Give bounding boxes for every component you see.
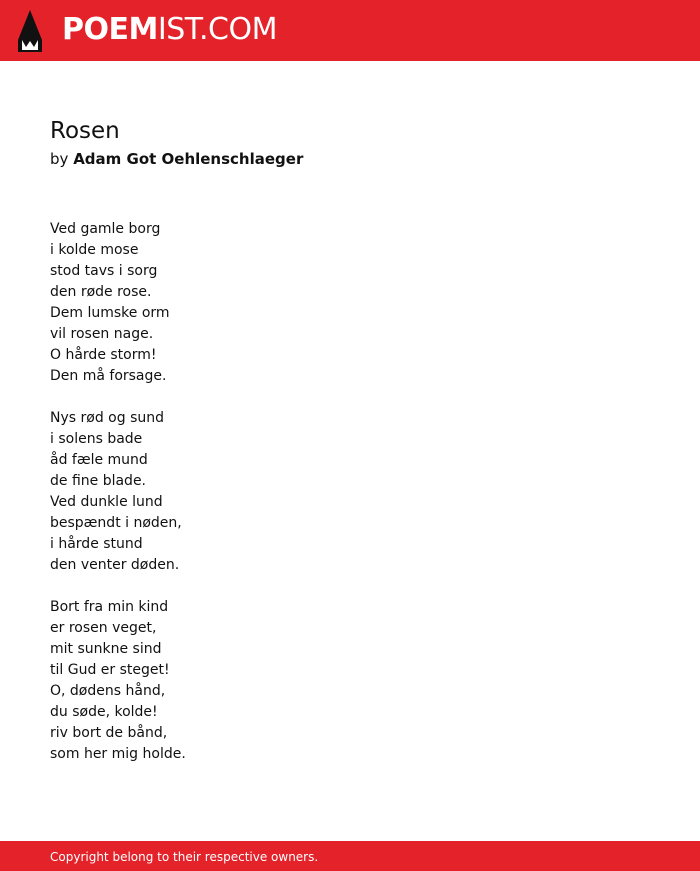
poem-line: Ved dunkle lund <box>50 494 163 510</box>
poem-line: riv bort de bånd, <box>50 725 168 741</box>
brand-light-part: IST.COM <box>157 12 277 47</box>
stanza-1 <box>50 219 186 387</box>
poem-author-link[interactable]: Adam Got Oehlenschlaeger <box>73 150 304 168</box>
poem-title: Rosen <box>50 118 120 144</box>
poem-line: bespændt i nøden, <box>50 515 182 531</box>
poem-line: du søde, kolde! <box>50 704 158 720</box>
poem-line: den venter døden. <box>50 557 180 573</box>
poem-line: O, dødens hånd, <box>50 683 166 699</box>
poem-line: Bort fra min kind <box>50 599 169 615</box>
poem-line: stod tavs i sorg <box>50 263 158 279</box>
poem-line: åd fæle mund <box>50 452 148 468</box>
poem-line: vil rosen nage. <box>50 326 154 342</box>
stanza-3 <box>50 597 186 765</box>
poem-line: i hårde stund <box>50 536 143 552</box>
poem-line: til Gud er steget! <box>50 662 170 678</box>
brand-bold-part: POEM <box>62 12 158 47</box>
poem-body <box>50 219 186 765</box>
stanza-2 <box>50 408 186 576</box>
poem-line: O hårde storm! <box>50 347 157 363</box>
poem-line: er rosen veget, <box>50 620 157 636</box>
site-footer <box>0 841 700 871</box>
site-header <box>0 0 700 61</box>
poem-line: Ved gamle borg <box>50 221 161 237</box>
poem-line: Dem lumske orm <box>50 305 170 321</box>
pencil-tip-icon[interactable] <box>18 10 42 52</box>
poem-line: i solens bade <box>50 431 143 447</box>
byline-prefix: by <box>50 150 69 168</box>
poem-line: i kolde mose <box>50 242 139 258</box>
copyright-notice: Copyright belong to their respective owners. <box>50 850 319 864</box>
site-logo-text[interactable] <box>62 12 277 48</box>
poem-line: som her mig holde. <box>50 746 186 762</box>
poem-line: den røde rose. <box>50 284 152 300</box>
poem-line: Den må forsage. <box>50 368 167 384</box>
poem-byline <box>50 148 303 170</box>
poem-line: Nys rød og sund <box>50 410 164 426</box>
poem-line: de fine blade. <box>50 473 147 489</box>
poem-line: mit sunkne sind <box>50 641 162 657</box>
